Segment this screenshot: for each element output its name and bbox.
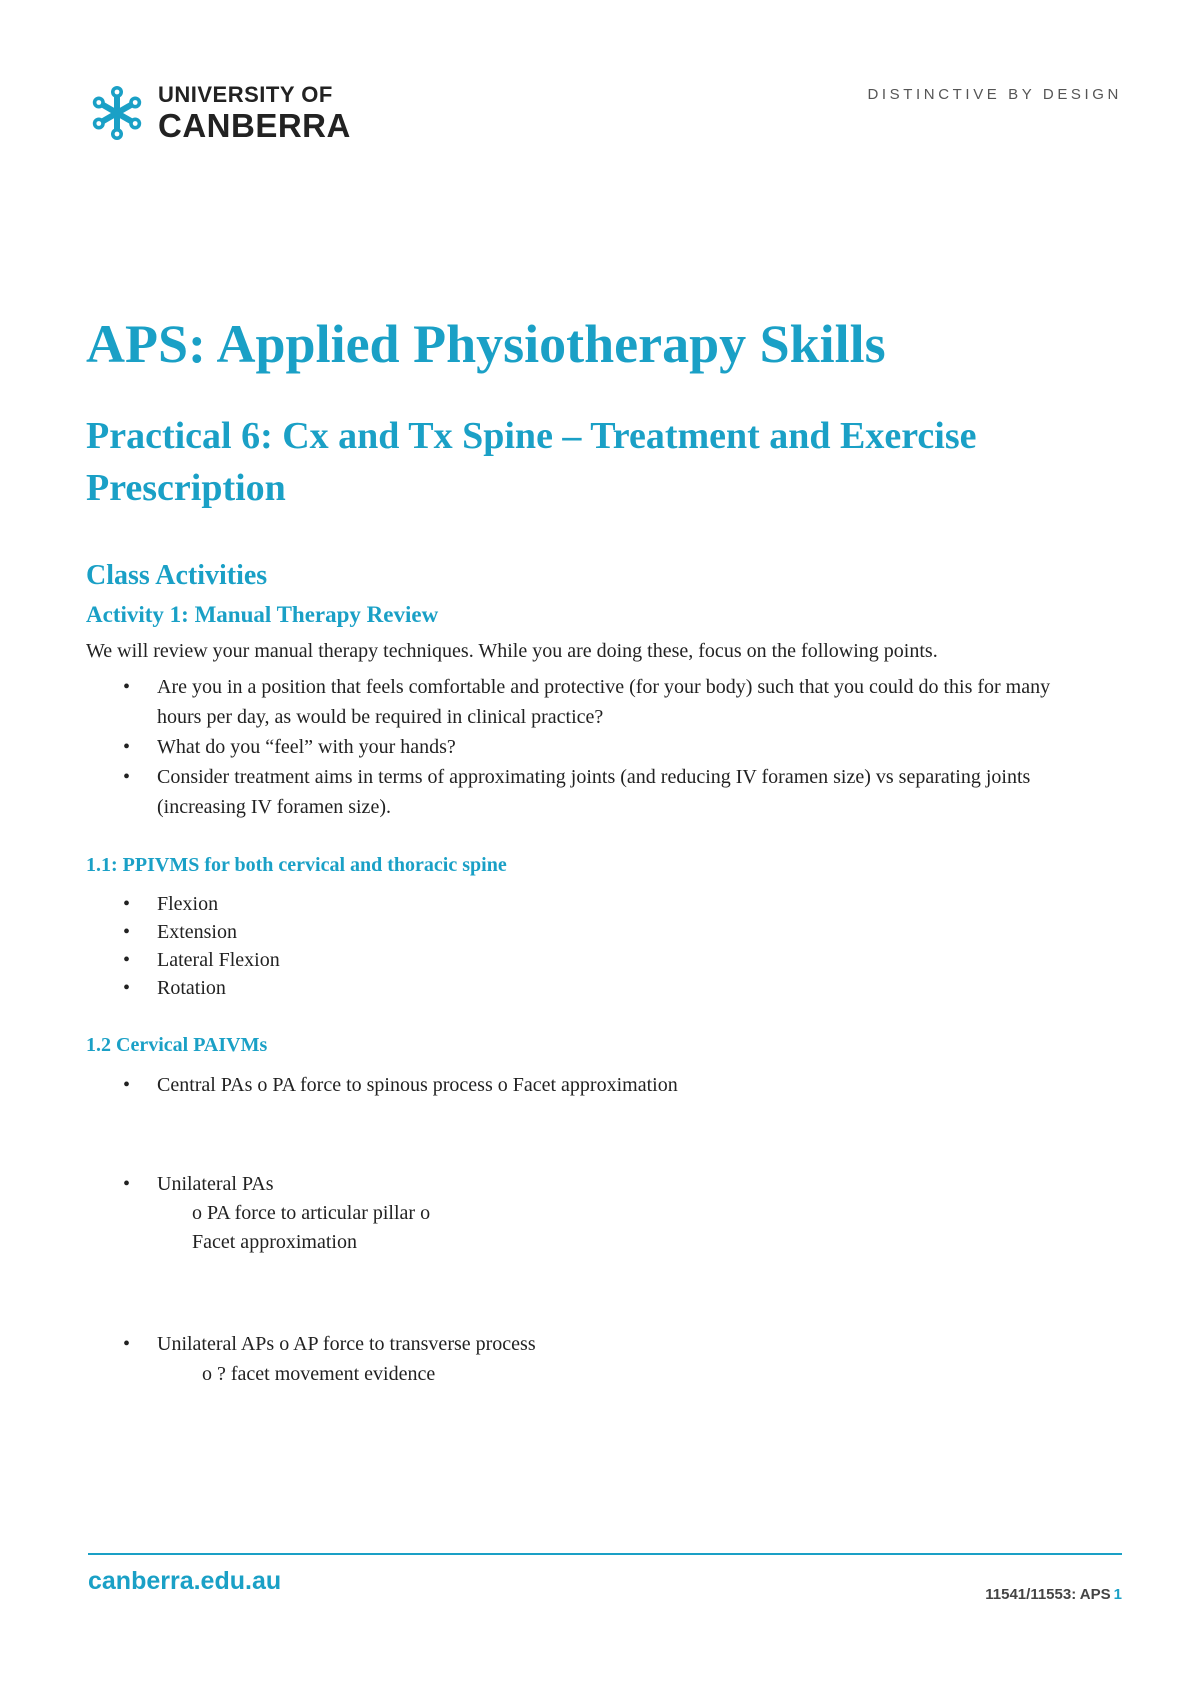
section-1-1-heading: 1.1: PPIVMS for both cervical and thoracic spine <box>86 854 507 876</box>
list-item: • Are you in a position that feels comfortable and protective (for your body) such that you could do this for many hours per day, as would be required in clinical practice? <box>123 672 1097 732</box>
footer-unit-code <box>985 1586 1122 1603</box>
logo-line-2: CANBERRA <box>158 107 351 144</box>
list-item: • Lateral Flexion <box>123 946 1097 974</box>
list-item: • Extension <box>123 918 1097 946</box>
list-item: • Rotation <box>123 974 1097 1002</box>
footer-url: canberra.edu.au <box>88 1567 282 1595</box>
section-1-1-list <box>86 890 1116 1002</box>
activity-1-heading: Activity 1: Manual Therapy Review <box>86 602 439 627</box>
sub-list-item: o ? facet movement evidence <box>202 1363 436 1385</box>
section-1-2-list-b <box>86 1170 1116 1199</box>
sub-list-item: o PA force to articular pillar o <box>192 1202 431 1224</box>
tagline: DISTINCTIVE BY DESIGN <box>867 86 1122 103</box>
list-item: • Unilateral PAs <box>123 1170 1097 1199</box>
unit-code: 11541/11553: APS <box>985 1586 1111 1603</box>
class-activities-heading: Class Activities <box>86 560 268 591</box>
section-1-2-heading: 1.2 Cervical PAIVMs <box>86 1034 268 1056</box>
section-1-2-list-c <box>86 1329 1116 1359</box>
university-logo <box>88 84 351 142</box>
logo-wordmark <box>158 84 351 142</box>
footer-divider <box>88 1553 1122 1555</box>
activity-1-intro: We will review your manual therapy techniques. While you are doing these, focus on the following points. <box>86 640 938 662</box>
list-item: • What do you “feel” with your hands? <box>123 732 1097 762</box>
document-body <box>86 312 1116 1389</box>
logo-line-1: UNIVERSITY OF <box>158 82 333 107</box>
list-item: • Central PAs o PA force to spinous process o Facet approximation <box>123 1070 1097 1100</box>
list-item: • Flexion <box>123 890 1097 918</box>
page-number: 1 <box>1113 1586 1122 1603</box>
document-subtitle: Practical 6: Cx and Tx Spine – Treatment and Exercise Prescription <box>86 415 977 509</box>
snowflake-mark-icon <box>88 84 146 142</box>
document-title: APS: Applied Physiotherapy Skills <box>86 314 886 374</box>
list-item: • Consider treatment aims in terms of approximating joints (and reducing IV foramen size) vs separating joints (increasing IV foramen size). <box>123 762 1097 822</box>
sub-list-item: Facet approximation <box>192 1231 357 1253</box>
section-1-2-list-a <box>86 1070 1116 1100</box>
list-item: • Unilateral APs o AP force to transverse process <box>123 1329 1097 1359</box>
activity-1-points <box>86 672 1116 822</box>
